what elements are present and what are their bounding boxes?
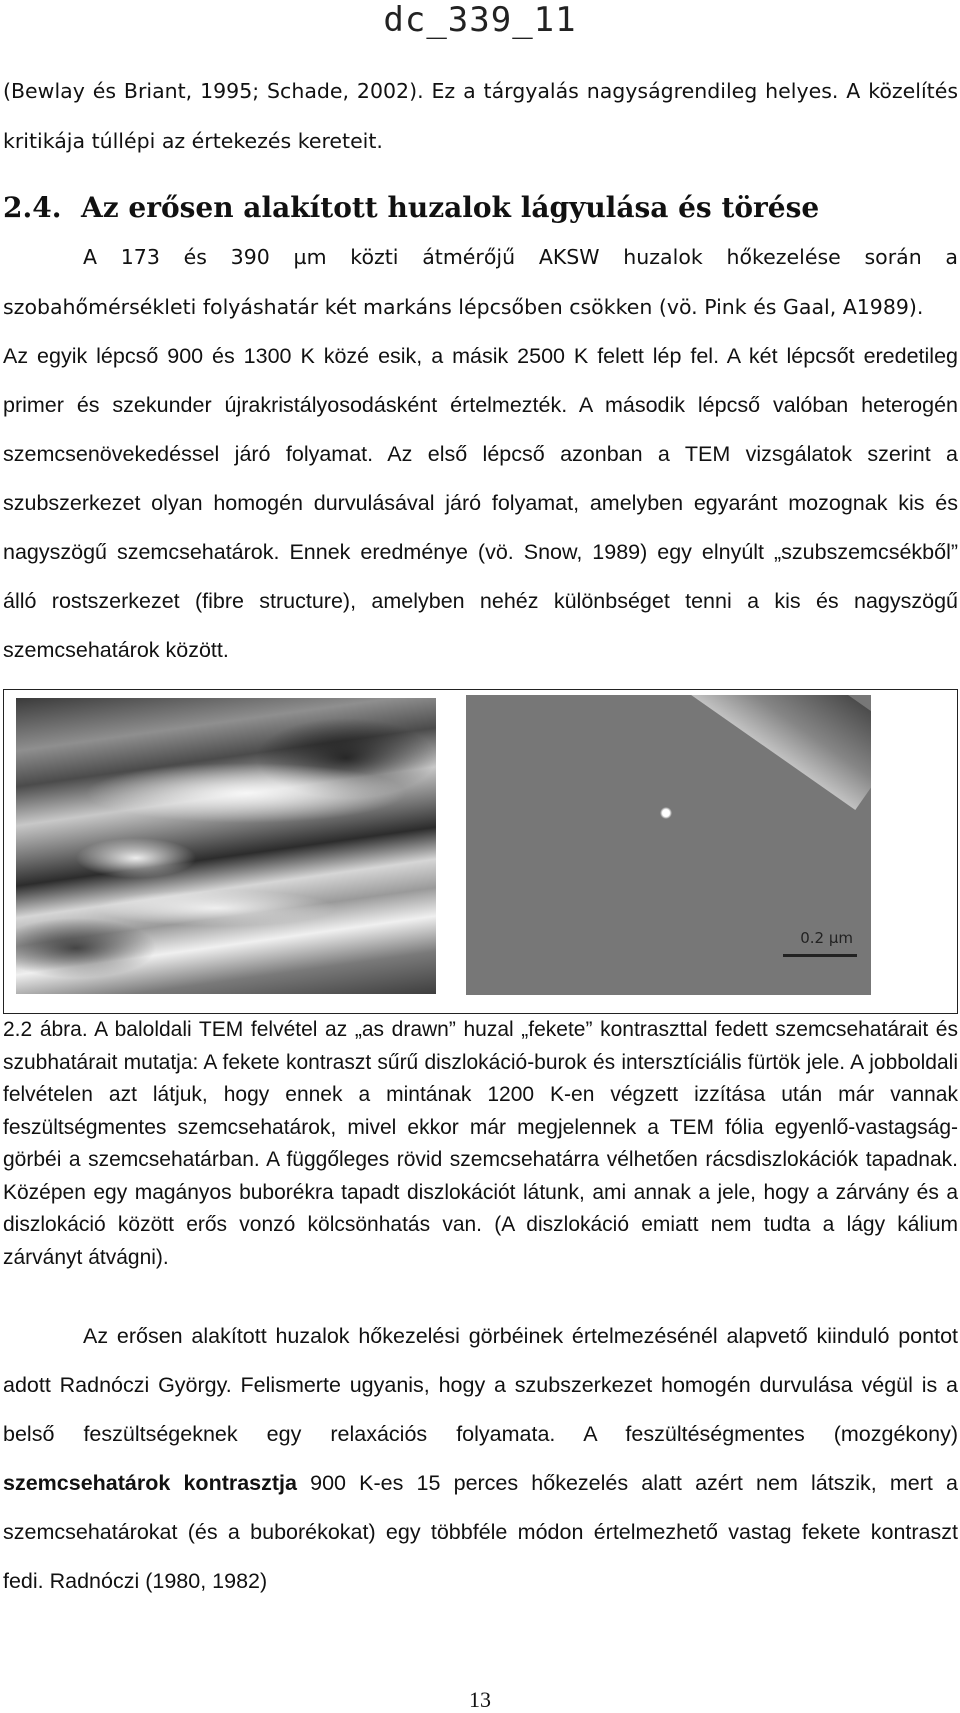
figure-caption: [3, 1014, 958, 1274]
caption-text: A baloldali TEM felvétel az „as drawn” huzal „fekete” kontraszttal fedett szemcsehatárait és szubhatárait mutatja: A fekete kontraszt sűrű diszlokáció-burok és intersztíciális fürtök jele. A jobboldali felvételen azt látjuk, hogy ennek a mintának 1200 K-en végzett izzítása után már vannak feszültségmentes szemcsehatárok, mivel ekkor már megjelennek a TEM fólia egyenlő-vastagság-görbéi a szemcsehatárban. A függőleges rövid szemcsehatárra vélhetően rácsdiszlokációk tapadnak. Középen egy magányos buborékra tapadt diszlokációt látunk, ami annak a jele, hogy a zárvány és a diszlokáció között erős vonzó kölcsönhatás van. (A diszlokáció emiatt nem tudta a lágy kálium zárványt átvágni).: [3, 1018, 958, 1269]
paragraph-radnoczi-part2: 900 K-es 15 perces hőkezelés alatt azért nem látszik, mert a szemcsehatárokat (és a buborékokat) egy többféle módon értelmezhető vastag fekete kontraszt fedi. Radnóczi (1980, 1982): [3, 1471, 958, 1593]
main-text-continued: [3, 1312, 958, 1606]
tem-image-annealed: [466, 695, 871, 995]
paragraph-radnoczi-part1: Az erősen alakított huzalok hőkezelési görbéinek értelmezésénél alapvető kiinduló pontot adott Radnóczi György. Felismerte ugyanis, hogy a szubszerkezet homogén durvulása végül is a belső feszültségeknek egy relaxációs folyamata. A feszültéségmentes (mozgékony): [3, 1324, 958, 1446]
paragraph-2-start: A 173 és 390 µm közti átmérőjű AKSW huzalok hőkezelése során a szobahőmérsékleti folyáshatár két markáns lépcsőben csökken (vö. Pink és Gaal, A1989).: [3, 245, 958, 319]
document-header: dc_339_11: [383, 0, 577, 40]
caption-label: 2.2 ábra.: [3, 1018, 88, 1041]
figure-2-2: [3, 689, 958, 1014]
paragraph-2-rest: Az egyik lépcső 900 és 1300 K közé esik, a másik 2500 K felett lép fel. A két lépcsőt eredetileg primer és szekunder újrakristályosodásként értelmezték. A második lépcső valóban heterogén szemcsenövekedéssel járó folyamat. Az első lépcső azonban a TEM vizsgálatok szerint a szubszerkezet olyan homogén durvulásával járó folyamat, amelyben egyaránt mozognak kis és nagyszögű szemcsehatárok. Ennek eredménye (vö. Snow, 1989) egy elnyúlt „szubszemcsékből” álló rostszerkezet (fibre structure), amelyben nehéz különbséget tenni a kis és nagyszögű szemcsehatárok között.: [3, 344, 958, 662]
paragraph-radnoczi: [3, 1312, 958, 1606]
scale-bar-label: 0.2 µm: [800, 929, 853, 947]
grain-region: [675, 695, 871, 810]
section-number: 2.4.: [3, 191, 62, 224]
paragraph-intro: (Bewlay és Briant, 1995; Schade, 2002). Ez a tárgyalás nagyságrendileg helyes. A közelítés kritikája túllépi az értekezés kereteit.: [3, 79, 958, 153]
scale-bar: [783, 954, 857, 957]
section-title: Az erősen alakított huzalok lágyulása és törése: [81, 191, 820, 224]
page-number: 13: [469, 1687, 491, 1712]
section-heading: [3, 184, 958, 232]
main-text: [3, 66, 958, 675]
tem-image-as-drawn: [16, 698, 436, 994]
paragraph-radnoczi-bold: szemcsehatárok kontrasztja: [3, 1471, 297, 1495]
